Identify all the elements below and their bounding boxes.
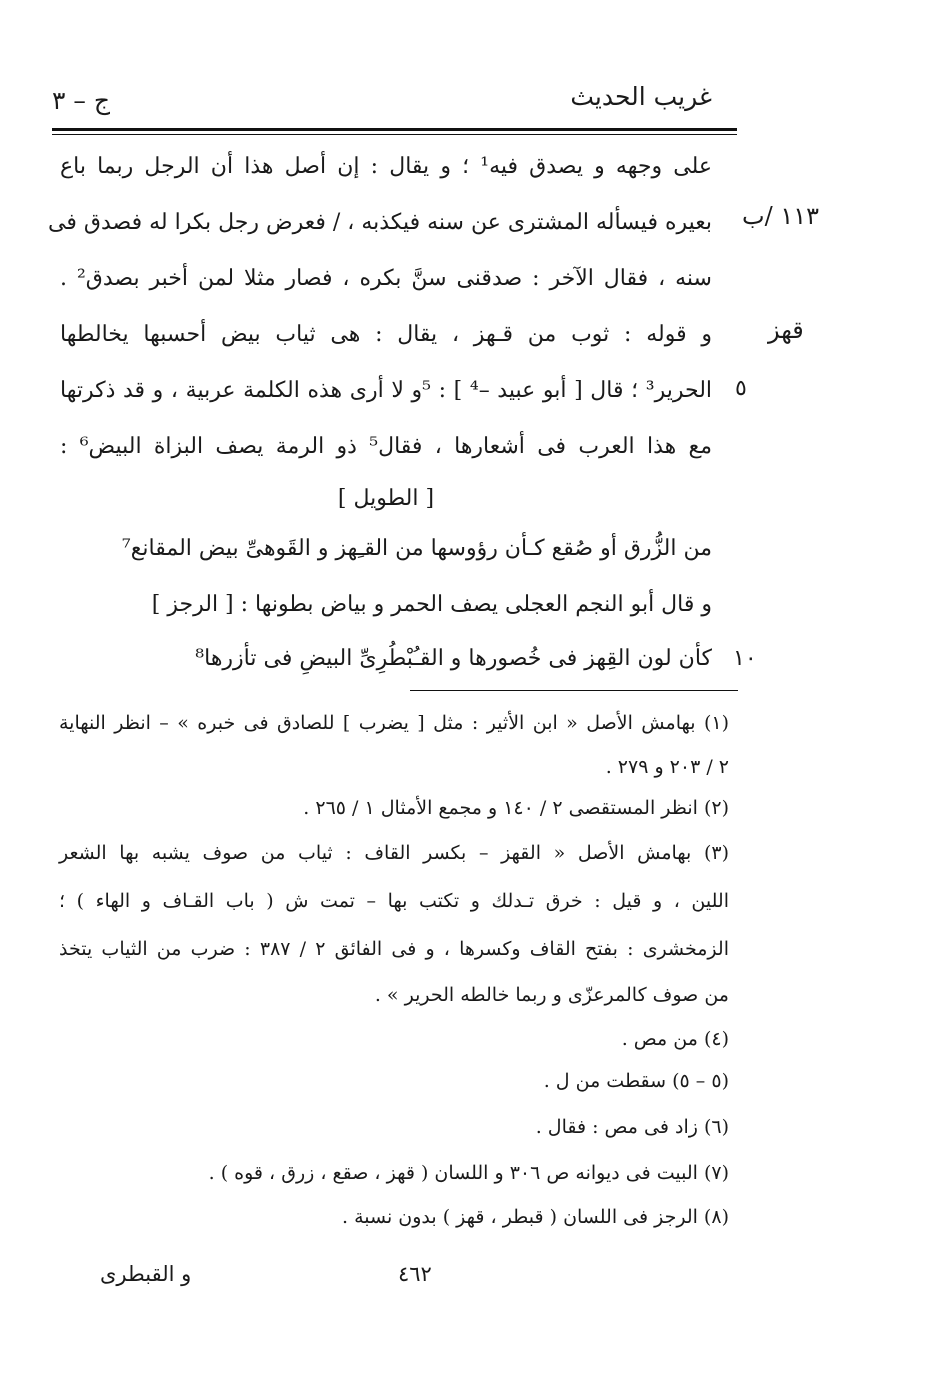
header-rule-thick [52, 128, 737, 131]
footnote-line: من صوف كالمرعزّى و ربما خالطه الحرير » . [374, 984, 729, 1006]
footnote-line: (٨) الرجز فى اللسان ( قبطر ، قهز ) بدون نسبة . [342, 1206, 729, 1228]
footnote-line: (٥ – ٥) سقطت من ل . [543, 1070, 729, 1092]
catchword: و القبطرى [100, 1262, 192, 1286]
main-text-line: سنه ، فقال الآخر : صدقنى سنَّ بكره ، فصار مثلا لمن أخبر بصدق² . [60, 266, 712, 291]
header-rule-thin [52, 134, 737, 135]
footnote-line: (٣) بهامش الأصل « القهز – بكسر القاف : ثياب من صوف يشبه بها الشعر [59, 842, 729, 864]
main-text-line: الحرير³ ؛ قال [ أبو عبيد –⁴ ] : ⁵و لا أرى هذه الكلمة عربية ، و قد ذكرتها [60, 378, 713, 403]
main-text-line: بعيره فيسأله المشترى عن سنه فيكذبه ، / فعرض رجل بكرا له فصدق فى [48, 210, 712, 235]
folio-marker: ١١٣ /ب [742, 202, 819, 230]
page-number: ٤٦٢ [398, 1262, 432, 1286]
poem-verse-1: من الزُّرق أو صُقع كـأن رؤوسها من القـِهز و القَوهىِّ بيض المقانع⁷ [121, 536, 712, 561]
main-text-line: و قوله : ثوب من قـهز ، يقال : هى ثياب بيض أحسبها يخالطها [60, 322, 712, 347]
volume-number: ج – ٣ [52, 86, 110, 115]
footnote-line: الزمخشرى : بفتح القاف وكسرها ، و فى الفائق ٢ / ٣٨٧ : ضرب من الثياب يتخذ [59, 938, 729, 960]
footnote-line: (٧) البيت فى ديوانه ص ٣٠٦ و اللسان ( قهز ، صقع ، زرق ، قوه ) . [208, 1162, 729, 1184]
footnote-line: اللين ، و قيل : خرق تـدلك و تكتب بها – تمت ش ( باب القـاف و الهاء ) ؛ [59, 890, 729, 912]
main-text-line: على وجهه و يصدق فيه¹ ؛ و يقال : إن أصل هذا أن الرجل ربما باع [60, 154, 712, 179]
poem-verse-2: كأن لون القِهز فى خُصورها و القـُبْطُرِىِّ البيضِ فى تأزرها⁸ [195, 646, 712, 671]
footnote-line: ٢ / ٢٠٣ و ٢٧٩ . [605, 756, 729, 778]
footnote-line: (٤) من مص . [621, 1028, 729, 1050]
abu-najm-intro: و قال أبو النجم العجلى يصف الحمر و بياض بطونها : [ الرجز ] [151, 592, 712, 617]
keyword-marker: قهز [768, 316, 804, 344]
main-text-line: مع هذا العرب فى أشعارها ، فقال⁵ ذو الرمة يصف البزاة البيض⁶ : [60, 434, 713, 459]
running-title: غريب الحديث [570, 82, 712, 111]
footnote-line: (١) بهامش الأصل « ابن الأثير : مثل [ يضرب ] للصادق فى خبره » – انظر النهاية [59, 712, 729, 734]
footnote-separator [410, 690, 738, 691]
meter-label: [ الطويل ] [337, 486, 435, 511]
footnote-line: (٦) زاد فى مص : فقال . [535, 1116, 729, 1138]
line-number-10: ١٠ [733, 646, 757, 671]
line-number-5: ٥ [735, 376, 747, 401]
footnote-line: (٢) انظر المستقصى ٢ / ١٤٠ و مجمع الأمثال ١ / ٢٦٥ . [303, 797, 729, 819]
